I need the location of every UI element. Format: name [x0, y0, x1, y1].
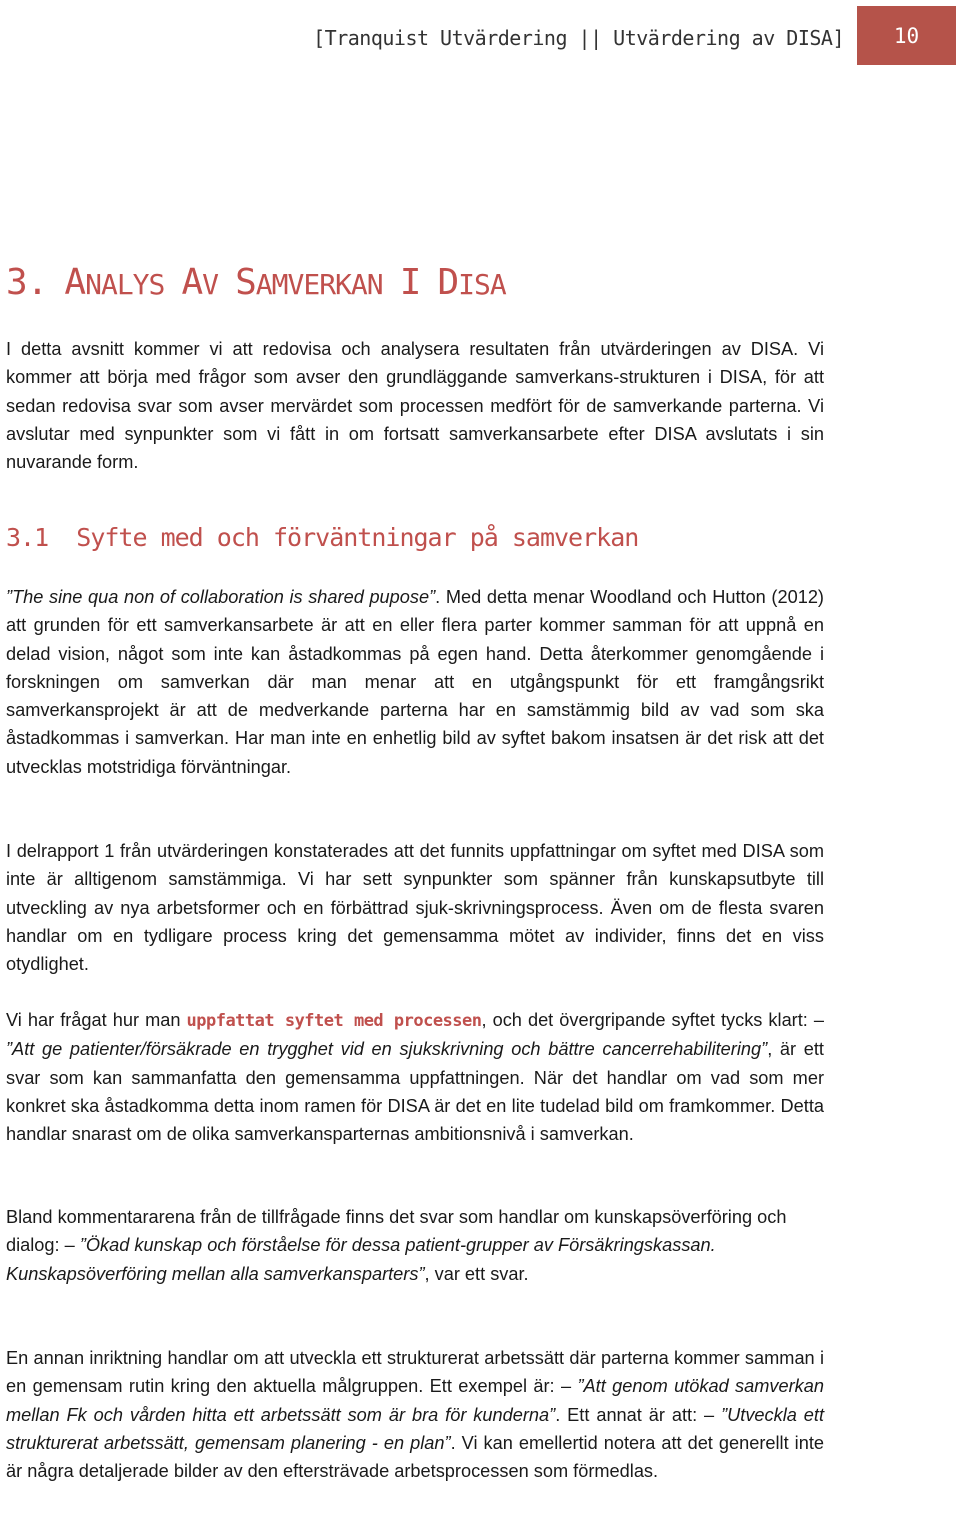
quote-utokad-samverkan: ”Att genom utökad samverkan mellan Fk och vården hitta ett arbetssätt som är bra för kunderna”: [6, 1376, 824, 1425]
highlighted-phrase: uppfattat syftet med processen: [186, 1011, 482, 1031]
paragraph-shared-purpose: ”The sine qua non of collaboration is shared pupose”. Med detta menar Woodland och Hutton (2012) att grunden för ett samverkansarbete är att en eller flera parter kommer samman för att uppnå en delad vision, något som inte kan åstadkommas på egen hand. Detta återkommer genomgående i forskningen om samverkan där man menar att en utgångspunkt för ett framgångsrikt samverkansprojekt är att de medverkande parterna har en samstämmig bild av vad som ska åstadkommas i samverkan. Har man inte en enhetlig bild av syftet bakom insatsen är det risk att det utvecklas motstridiga förväntningar.: [6, 587, 824, 777]
quote-trygghet: ”Att ge patienter/försäkrade en trygghet vid en sjukskrivning och bättre cancerrehabilitering”: [6, 1039, 768, 1060]
section-number: 3.: [6, 262, 48, 303]
quote-okad-kunskap: ”Ökad kunskap och förståelse för dessa patient-grupper av Försäkringskassan. Kunskapsöverföring mellan alla samverkansparters”: [6, 1235, 716, 1284]
section-intro-paragraph: I detta avsnitt kommer vi att redovisa och analysera resultaten från utvärderingen av DISA. Vi kommer att börja med frågor som avser den grundläggande samverkans-strukturen i DISA, för att sedan redovisa svar som avser mervärdet som processen medfört för de samverkande parterna. Vi avslutar med synpunkter som vi fått in om fortsatt samverkansarbete efter DISA avslutats i sin nuvarande form.: [6, 339, 824, 473]
subsection-title: Syfte med och förväntningar på samverkan: [76, 523, 639, 552]
subsection-number: 3.1: [6, 523, 49, 552]
section-title: ANALYS AV SAMVERKAN I DISA: [64, 262, 506, 303]
running-header-title: [Tranquist Utvärdering || Utvärdering av DISA]: [313, 26, 844, 50]
section-heading: [6, 262, 506, 303]
paragraph-kunskapsoverforing: Bland kommentararena från de tillfrågade finns det svar som handlar om kunskapsöverföring och dialog: – ”Ökad kunskap och förståelse för dessa patient-grupper av Försäkringskassan. Kunskapsöverföring mellan alla samverkansparters”, var ett svar.: [6, 1207, 787, 1284]
quote-strukturerat: ”Utveckla ett strukturerat arbetssätt, gemensam planering - en plan”: [6, 1404, 825, 1453]
paragraph-arbetssatt: En annan inriktning handlar om att utveckla ett strukturerat arbetssätt där parterna kommer samman i en gemensam rutin kring den aktuella målgruppen. Ett exempel är: – ”Att genom utökad samverkan mellan Fk och vården hitta ett arbetssätt som är bra för kunderna”. Ett annat är att: – ”Utveckla ett strukturerat arbetssätt, gemensam planering - en plan”. Vi kan emellertid notera att det generellt inte är några detaljerade bilder av den eftersträvade arbetsprocessen som förmedlas.: [6, 1348, 825, 1482]
subsection-heading: [6, 523, 638, 552]
page-header: [0, 0, 960, 66]
paragraph-delrapport: I delrapport 1 från utvärderingen konstaterades att det funnits uppfattningar om syftet med DISA som inte är alltigenom samstämmiga. Vi har sett synpunkter som spänner från kunskapsutbyte till utveckling av nya arbetsformer och en förbättrad sjuk-skrivningsprocess. Även om de flesta svaren handlar om en tydligare process kring det gemensamma mötet av individer, finns det en viss otydlighet.: [6, 841, 824, 975]
quote-shared-purpose: ”The sine qua non of collaboration is shared pupose”: [6, 587, 436, 607]
paragraph-syftet: Vi har frågat hur man uppfattat syftet med processen, och det övergripande syftet tycks klart: – ”Att ge patienter/försäkrade en trygghet vid en sjukskrivning och bättre cancerrehabilitering”, är ett svar som kan sammanfatta den gemensamma uppfattningen. När det handlar om vad som mer konkret ska åstadkomma detta inom ramen för DISA är det en lite tudelad bild om framkommer. Detta handlar snarast om de olika samverkansparternas ambitionsnivå i samverkan.: [6, 1010, 824, 1145]
page-number-badge: 10: [857, 6, 956, 65]
